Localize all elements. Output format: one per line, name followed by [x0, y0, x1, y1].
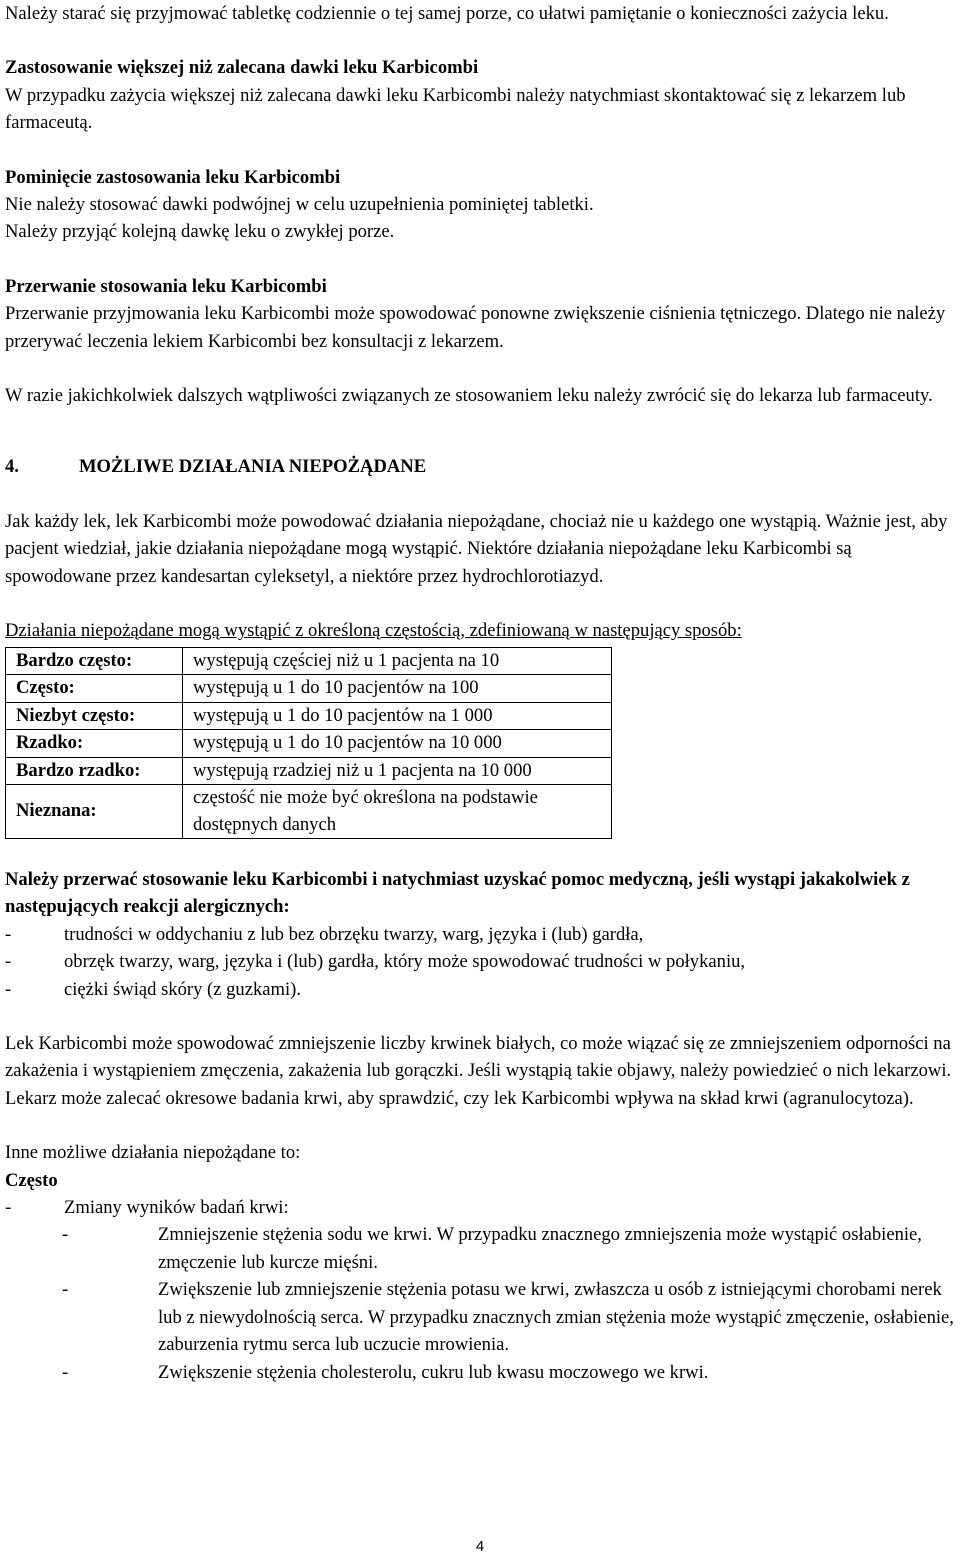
section-number: 4. — [5, 456, 19, 478]
side-effects-intro: Jak każdy lek, lek Karbicombi może powodować działania niepożądane, chociaż nie u każdego one wystąpią. Ważnie jest, aby pacjent wiedział, jakie działania niepożądane mogą wystąpić. Niektóre działania niepożądane leku Karbicombi są spowodowane przez kandesartan cyleksetyl, a niektóre przez hydrochlorotiazyd. — [5, 510, 948, 587]
table-row — [6, 757, 612, 785]
overdose-heading: Zastosowanie większej niż zalecana dawki leku Karbicombi — [5, 57, 479, 79]
frequency-label: Bardzo często: — [6, 647, 183, 675]
section-title: MOŻLIWE DZIAŁANIA NIEPOŻĄDANE — [79, 456, 427, 478]
frequency-description: występują rzadziej niż u 1 pacjenta na 10 000 — [183, 757, 612, 785]
other-effects-list — [5, 1194, 955, 1221]
list-item — [5, 1194, 955, 1221]
frequency-label: Rzadko: — [6, 730, 183, 758]
list-item: - Zmniejszenie stężenia sodu we krwi. W przypadku znacznego zmniejszenia może wystąpić osłabienie, zmęczenie lub kurcze mięśni. — [5, 1221, 955, 1276]
list-item: - trudności w oddychaniu z lub bez obrzęku twarzy, warg, języka i (lub) gardła, — [5, 921, 955, 948]
list-item: - obrzęk twarzy, warg, języka i (lub) gardła, który może spowodować trudności w połykaniu, — [5, 948, 955, 975]
frequency-description: częstość nie może być określona na podstawie dostępnych danych — [183, 785, 612, 839]
list-item-text: Zmiany wyników badań krwi: — [64, 1197, 289, 1219]
dosing-note: Należy starać się przyjmować tabletkę codziennie o tej samej porze, co ułatwi pamiętanie o konieczności zażycia leku. — [5, 3, 889, 24]
table-row — [6, 675, 612, 703]
missed-dose-heading: Pominięcie zastosowania leku Karbicombi — [5, 166, 341, 188]
table-row — [6, 785, 612, 839]
table-row — [6, 730, 612, 758]
stop-treatment-heading: Przerwanie stosowania leku Karbicombi — [5, 275, 327, 297]
frequency-label: Niezbyt często: — [6, 702, 183, 730]
frequency-description: występują u 1 do 10 pacjentów na 10 000 — [183, 730, 612, 758]
page-number: 4 — [475, 1538, 485, 1555]
frequency-heading-often: Często — [5, 1169, 58, 1191]
list-item: - Zwiększenie lub zmniejszenie stężenia potasu we krwi, zwłaszcza u osób z istniejącymi chorobami nerek lub z niewydolnością serca. W przypadku znacznych zmian stężenia może wystąpić zmęczenie, osłabienie, zaburzenia rytmu serca lub uczucie mrowienia. — [5, 1276, 955, 1358]
table-row — [6, 647, 612, 675]
other-effects-intro: Inne możliwe działania niepożądane to: — [5, 1142, 301, 1164]
stop-treatment-text: Przerwanie przyjmowania leku Karbicombi może spowodować ponowne zwiększenie ciśnienia tętniczego. Dlatego nie należy przerywać leczenia lekiem Karbicombi bez konsultacji z lekarzem. — [5, 303, 946, 352]
list-item: - ciężki świąd skóry (z guzkami). — [5, 976, 955, 1003]
white-blood-cells-text: Lek Karbicombi może spowodować zmniejszenie liczby krwinek białych, co może wiązać się ze zmniejszeniem odporności na zakażenia i wystąpieniem zmęczenia, zakażenia lub gorączki. Jeśli wystąpią takie objawy, należy powiedzieć o nich lekarzowi. Lekarz może zalecać okresowe badania krwi, aby sprawdzić, czy lek Karbicombi wpływa na skład krwi (agranulocytoza). — [5, 1033, 952, 1109]
missed-dose-line2: Należy przyjąć kolejną dawkę leku o zwykłej porze. — [5, 221, 395, 243]
frequency-description: występują u 1 do 10 pacjentów na 100 — [183, 675, 612, 703]
frequency-intro: Działania niepożądane mogą wystąpić z określoną częstością, zdefiniowaną w następujący sposób: — [5, 620, 742, 642]
frequency-label: Nieznana: — [6, 785, 183, 839]
allergy-heading: Należy przerwać stosowanie leku Karbicombi i natychmiast uzyskać pomoc medyczną, jeśli wystąpi jakakolwiek z następujących reakcji alergicznych: — [5, 869, 910, 918]
frequency-description: występują u 1 do 10 pacjentów na 1 000 — [183, 702, 612, 730]
frequency-label: Często: — [6, 675, 183, 703]
missed-dose-line1: Nie należy stosować dawki podwójnej w celu uzupełnienia pominiętej tabletki. — [5, 194, 594, 216]
table-row — [6, 702, 612, 730]
allergy-list — [5, 921, 955, 1003]
frequency-label: Bardzo rzadko: — [6, 757, 183, 785]
doubts-text: W razie jakichkolwiek dalszych wątpliwości związanych ze stosowaniem leku należy zwrócić się do lekarza lub farmaceuty. — [5, 385, 933, 407]
document-page — [5, 0, 955, 1386]
overdose-text: W przypadku zażycia większej niż zalecana dawki leku Karbicombi należy natychmiast skontaktować się z lekarzem lub farmaceutą. — [5, 84, 906, 134]
section-4-heading — [5, 453, 955, 480]
frequency-description: występują częściej niż u 1 pacjenta na 10 — [183, 647, 612, 675]
blood-tests-sublist — [5, 1221, 955, 1385]
frequency-table — [5, 647, 612, 840]
list-item: - Zwiększenie stężenia cholesterolu, cukru lub kwasu moczowego we krwi. — [5, 1359, 955, 1386]
